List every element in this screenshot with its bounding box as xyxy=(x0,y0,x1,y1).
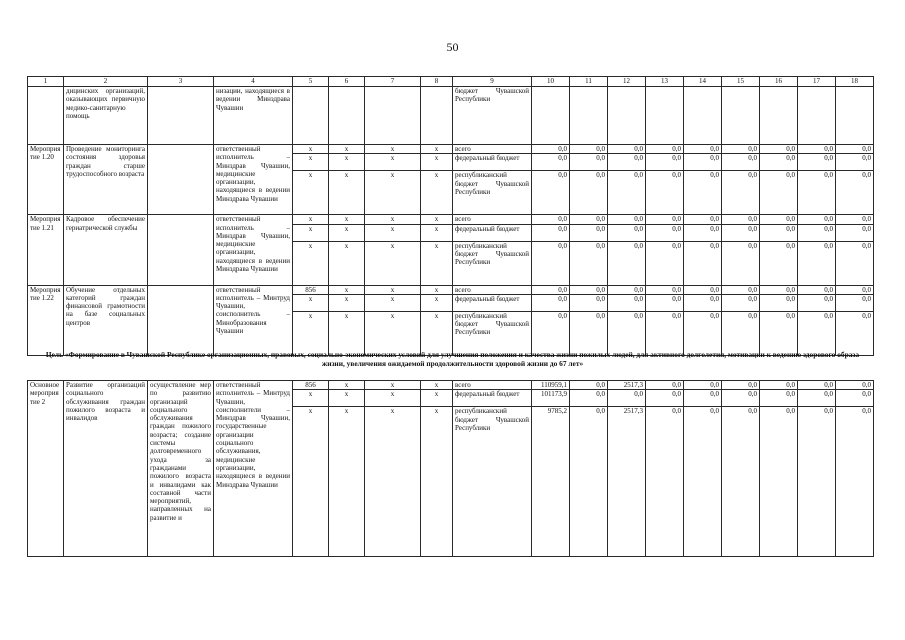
amount-cell: 0,0 xyxy=(646,224,684,241)
amount-cell: 0,0 xyxy=(646,154,684,171)
amount-cell: 0,0 xyxy=(798,224,836,241)
column-number: 5 xyxy=(293,77,329,87)
code-cell: 856 xyxy=(293,381,329,390)
amount-cell: 0,0 xyxy=(684,145,722,154)
amount-cell: 0,0 xyxy=(760,215,798,224)
amount-cell: 0,0 xyxy=(646,285,684,294)
amount-cell: 0,0 xyxy=(722,154,760,171)
measure-executor-cell: ответственный исполнитель – Минтруд Чувашии, соисполнители – Минздрав Чувашии, государственные организации социального обслуживания, медицинские организации, находящиеся в ведении Минздрава Чувашии xyxy=(214,381,293,557)
code-cell: x xyxy=(293,311,329,355)
funding-source-cell: федеральный бюджет xyxy=(453,390,532,407)
amount-cell: 0,0 xyxy=(760,145,798,154)
code-cell: x xyxy=(329,145,365,154)
measure-purpose-cell xyxy=(148,285,214,355)
amount-cell: 0,0 xyxy=(760,241,798,285)
amount-cell: 0,0 xyxy=(798,311,836,355)
measure-code-cell: Мероприятие 1.20 xyxy=(28,145,64,215)
amount-cell: 0,0 xyxy=(608,285,646,294)
amount-cell: 0,0 xyxy=(684,381,722,390)
measure-name-cell: Кадровое обеспечение гериатрической службы xyxy=(64,215,148,285)
amount-cell: 0,0 xyxy=(836,215,874,224)
funding-source-cell: всего xyxy=(453,145,532,154)
measure-purpose-cell xyxy=(148,215,214,285)
funding-source-cell: всего xyxy=(453,381,532,390)
amount-cell: 0,0 xyxy=(798,285,836,294)
amount-cell: 0,0 xyxy=(570,294,608,311)
column-number: 1 xyxy=(28,77,64,87)
table-row xyxy=(28,285,874,294)
amount-cell: 0,0 xyxy=(684,154,722,171)
column-number: 18 xyxy=(836,77,874,87)
code-cell: x xyxy=(365,154,421,171)
column-number: 16 xyxy=(760,77,798,87)
code-cell: x xyxy=(421,390,453,407)
amount-cell: 0,0 xyxy=(570,407,608,557)
amount-cell: 0,0 xyxy=(570,381,608,390)
column-number: 17 xyxy=(798,77,836,87)
code-cell: x xyxy=(329,285,365,294)
program-table-top xyxy=(27,76,874,356)
page-number: 50 xyxy=(446,40,459,54)
measure-purpose-cell xyxy=(148,145,214,215)
code-cell: x xyxy=(293,215,329,224)
funding-source-cell: федеральный бюджет xyxy=(453,294,532,311)
code-cell: x xyxy=(365,285,421,294)
column-number: 4 xyxy=(214,77,293,87)
amount-cell: 0,0 xyxy=(798,145,836,154)
code-cell: x xyxy=(293,145,329,154)
amount-cell: 0,0 xyxy=(722,241,760,285)
amount-cell: 0,0 xyxy=(798,390,836,407)
code-cell: x xyxy=(365,224,421,241)
amount-cell: 0,0 xyxy=(684,285,722,294)
amount-cell: 0,0 xyxy=(570,285,608,294)
amount-cell: 0,0 xyxy=(646,171,684,215)
continuation-executor-cell: низации, находящиеся в ведении Минздрава Чувашии xyxy=(214,87,293,145)
code-cell: x xyxy=(421,381,453,390)
measure-code-cell: Мероприятие 1.22 xyxy=(28,285,64,355)
amount-cell: 0,0 xyxy=(760,154,798,171)
amount-cell: 0,0 xyxy=(646,311,684,355)
amount-cell: 0,0 xyxy=(722,390,760,407)
table-row xyxy=(28,381,874,390)
code-cell: x xyxy=(329,154,365,171)
main-measure-body xyxy=(28,381,874,557)
amount-cell: 0,0 xyxy=(570,241,608,285)
amount-cell: 0,0 xyxy=(722,145,760,154)
amount-cell: 0,0 xyxy=(798,154,836,171)
code-cell: x xyxy=(421,407,453,557)
amount-cell: 0,0 xyxy=(722,381,760,390)
amount-cell: 0,0 xyxy=(684,311,722,355)
amount-cell: 0,0 xyxy=(760,285,798,294)
amount-cell: 0,0 xyxy=(608,294,646,311)
amount-cell: 0,0 xyxy=(836,311,874,355)
measure-code-cell: Основное мероприятие 2 xyxy=(28,381,64,557)
measure-name-cell: Развитие организаций социального обслуживания граждан пожилого возраста и инвалидов xyxy=(64,381,148,557)
column-number: 2 xyxy=(64,77,148,87)
code-cell: x xyxy=(293,241,329,285)
amount-cell: 0,0 xyxy=(722,407,760,557)
amount-cell: 0,0 xyxy=(684,241,722,285)
amount-cell: 0,0 xyxy=(722,215,760,224)
code-cell: x xyxy=(329,390,365,407)
code-cell: x xyxy=(365,145,421,154)
funding-source-cell: федеральный бюджет xyxy=(453,224,532,241)
amount-cell: 0,0 xyxy=(646,241,684,285)
funding-source-cell: всего xyxy=(453,215,532,224)
column-number: 10 xyxy=(532,77,570,87)
funding-source-cell: республиканский бюджет Чувашской Республики xyxy=(453,407,532,557)
funding-source-cell: республиканский бюджет Чувашской Республики xyxy=(453,311,532,355)
amount-cell: 0,0 xyxy=(646,407,684,557)
amount-cell: 0,0 xyxy=(684,215,722,224)
column-number: 9 xyxy=(453,77,532,87)
amount-cell: 0,0 xyxy=(684,171,722,215)
table-row xyxy=(28,215,874,224)
measure-purpose-cell: осуществление мер по развитию организаций социального обслуживания граждан пожилого возраста; создание системы долговременного ухода за гражданами пожилого возраста и инвалидами как составной части мероприятий, направленных на развитие и xyxy=(148,381,214,557)
amount-cell: 0,0 xyxy=(570,171,608,215)
amount-cell: 0,0 xyxy=(836,381,874,390)
amount-cell: 0,0 xyxy=(722,285,760,294)
amount-cell: 0,0 xyxy=(608,224,646,241)
amount-cell: 0,0 xyxy=(608,171,646,215)
measure-executor-cell: ответственный исполнитель – Минздрав Чувашии, медицинские организации, находящиеся в ведении Минздрава Чувашии xyxy=(214,215,293,285)
code-cell: x xyxy=(421,224,453,241)
program-table-bottom xyxy=(27,380,874,557)
code-cell: x xyxy=(293,154,329,171)
funding-source-cell: республиканский бюджет Чувашской Республики xyxy=(453,241,532,285)
measure-name-cell: Обучение отдельных категорий граждан финансовой грамотности на базе социальных центров xyxy=(64,285,148,355)
code-cell: x xyxy=(329,215,365,224)
amount-cell: 0,0 xyxy=(646,381,684,390)
amount-cell: 0,0 xyxy=(532,285,570,294)
amount-cell: 0,0 xyxy=(646,145,684,154)
code-cell: x xyxy=(421,285,453,294)
code-cell: x xyxy=(293,224,329,241)
continuation-row xyxy=(28,87,874,145)
column-number: 11 xyxy=(570,77,608,87)
amount-cell: 0,0 xyxy=(608,311,646,355)
amount-cell: 0,0 xyxy=(760,390,798,407)
measures-body xyxy=(28,145,874,356)
column-number-row xyxy=(28,77,874,87)
amount-cell: 0,0 xyxy=(532,154,570,171)
amount-cell: 0,0 xyxy=(760,171,798,215)
code-cell: x xyxy=(329,407,365,557)
measure-executor-cell: ответственный исполнитель – Минздрав Чувашии, медицинские организации, находящиеся в ведении Минздрава Чувашии xyxy=(214,145,293,215)
amount-cell: 0,0 xyxy=(760,407,798,557)
amount-cell: 0,0 xyxy=(722,294,760,311)
continuation-source-cell: бюджет Чувашской Республики xyxy=(453,87,532,145)
column-number: 7 xyxy=(365,77,421,87)
code-cell: x xyxy=(421,145,453,154)
code-cell: x xyxy=(365,390,421,407)
amount-cell: 0,0 xyxy=(684,294,722,311)
code-cell: x xyxy=(365,294,421,311)
amount-cell: 0,0 xyxy=(836,171,874,215)
code-cell: 856 xyxy=(293,285,329,294)
amount-cell: 0,0 xyxy=(798,241,836,285)
funding-source-cell: федеральный бюджет xyxy=(453,154,532,171)
code-cell: x xyxy=(365,171,421,215)
column-number: 14 xyxy=(684,77,722,87)
code-cell: x xyxy=(365,311,421,355)
amount-cell: 0,0 xyxy=(722,171,760,215)
amount-cell: 0,0 xyxy=(798,294,836,311)
amount-cell: 9785,2 xyxy=(532,407,570,557)
column-number: 6 xyxy=(329,77,365,87)
column-number: 3 xyxy=(148,77,214,87)
column-number: 15 xyxy=(722,77,760,87)
amount-cell: 0,0 xyxy=(684,224,722,241)
amount-cell: 0,0 xyxy=(836,145,874,154)
amount-cell: 0,0 xyxy=(532,224,570,241)
goal-heading: Цель «Формирование в Чувашской Республике организационных, правовых, социально-экономических условий для улучшения положения и качества жизни пожилых людей, для активного долголетия, мотивации к ведению здорового образа жизни, увеличения ожидаемой продолжительности здоровой жизни до 67 лет» xyxy=(45,350,860,368)
amount-cell: 0,0 xyxy=(646,215,684,224)
amount-cell: 0,0 xyxy=(798,215,836,224)
code-cell: x xyxy=(421,311,453,355)
table-row xyxy=(28,145,874,154)
measure-executor-cell: ответственный исполнитель – Минтруд Чувашии, соисполнитель – Минобразования Чувашии xyxy=(214,285,293,355)
amount-cell: 0,0 xyxy=(532,171,570,215)
code-cell: x xyxy=(365,381,421,390)
amount-cell: 0,0 xyxy=(722,311,760,355)
amount-cell: 0,0 xyxy=(532,215,570,224)
amount-cell: 0,0 xyxy=(570,224,608,241)
code-cell: x xyxy=(421,154,453,171)
amount-cell: 0,0 xyxy=(836,407,874,557)
code-cell: x xyxy=(365,215,421,224)
code-cell: x xyxy=(421,215,453,224)
amount-cell: 0,0 xyxy=(646,390,684,407)
amount-cell: 0,0 xyxy=(532,311,570,355)
amount-cell: 0,0 xyxy=(760,294,798,311)
amount-cell: 101173,9 xyxy=(532,390,570,407)
column-number: 12 xyxy=(608,77,646,87)
amount-cell: 0,0 xyxy=(798,381,836,390)
amount-cell: 110959,1 xyxy=(532,381,570,390)
code-cell: x xyxy=(365,241,421,285)
continuation-name-cell: дицинских организаций, оказывающих первичную медико-санитарную помощь xyxy=(64,87,148,145)
amount-cell: 0,0 xyxy=(570,154,608,171)
amount-cell: 0,0 xyxy=(836,241,874,285)
amount-cell: 0,0 xyxy=(798,171,836,215)
amount-cell: 2517,3 xyxy=(608,407,646,557)
amount-cell: 2517,3 xyxy=(608,381,646,390)
amount-cell: 0,0 xyxy=(836,294,874,311)
amount-cell: 0,0 xyxy=(532,145,570,154)
code-cell: x xyxy=(329,171,365,215)
funding-source-cell: республиканский бюджет Чувашской Республики xyxy=(453,171,532,215)
amount-cell: 0,0 xyxy=(646,294,684,311)
code-cell: x xyxy=(421,294,453,311)
code-cell: x xyxy=(329,381,365,390)
code-cell: x xyxy=(329,294,365,311)
amount-cell: 0,0 xyxy=(608,390,646,407)
column-number: 13 xyxy=(646,77,684,87)
amount-cell: 0,0 xyxy=(836,390,874,407)
code-cell: x xyxy=(329,241,365,285)
code-cell: x xyxy=(293,171,329,215)
amount-cell: 0,0 xyxy=(570,390,608,407)
amount-cell: 0,0 xyxy=(722,224,760,241)
amount-cell: 0,0 xyxy=(570,311,608,355)
amount-cell: 0,0 xyxy=(532,241,570,285)
amount-cell: 0,0 xyxy=(836,224,874,241)
code-cell: x xyxy=(293,407,329,557)
code-cell: x xyxy=(293,294,329,311)
code-cell: x xyxy=(329,311,365,355)
code-cell: x xyxy=(293,390,329,407)
amount-cell: 0,0 xyxy=(684,407,722,557)
amount-cell: 0,0 xyxy=(532,294,570,311)
code-cell: x xyxy=(329,224,365,241)
column-number: 8 xyxy=(421,77,453,87)
funding-source-cell: всего xyxy=(453,285,532,294)
code-cell: x xyxy=(421,241,453,285)
amount-cell: 0,0 xyxy=(836,154,874,171)
amount-cell: 0,0 xyxy=(760,381,798,390)
amount-cell: 0,0 xyxy=(798,407,836,557)
amount-cell: 0,0 xyxy=(570,145,608,154)
amount-cell: 0,0 xyxy=(760,311,798,355)
amount-cell: 0,0 xyxy=(608,241,646,285)
measure-name-cell: Проведение мониторинга состояния здоровья граждан старше трудоспособного возраста xyxy=(64,145,148,215)
code-cell: x xyxy=(421,171,453,215)
amount-cell: 0,0 xyxy=(608,145,646,154)
amount-cell: 0,0 xyxy=(608,154,646,171)
amount-cell: 0,0 xyxy=(608,215,646,224)
code-cell: x xyxy=(365,407,421,557)
amount-cell: 0,0 xyxy=(836,285,874,294)
amount-cell: 0,0 xyxy=(684,390,722,407)
measure-code-cell: Мероприятие 1.21 xyxy=(28,215,64,285)
amount-cell: 0,0 xyxy=(570,215,608,224)
amount-cell: 0,0 xyxy=(760,224,798,241)
